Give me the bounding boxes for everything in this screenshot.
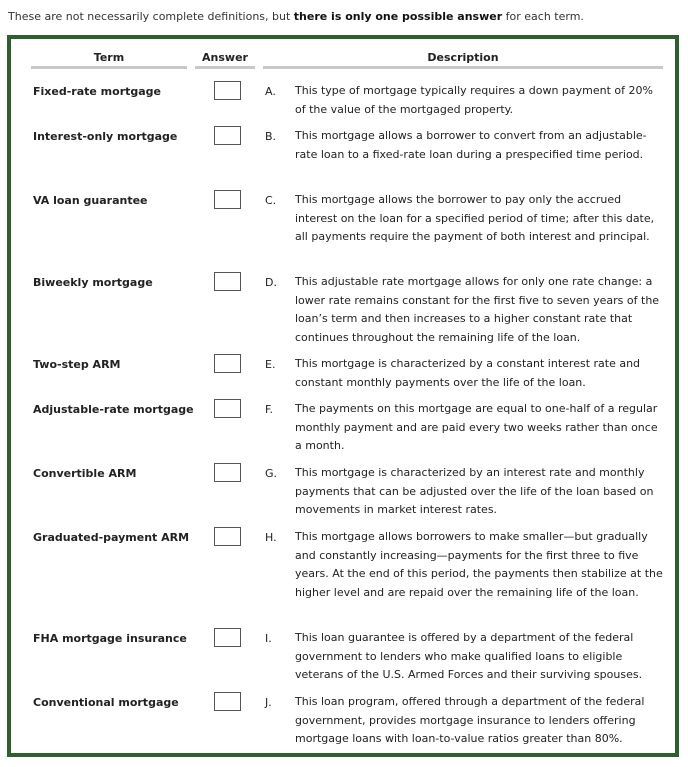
instructions — [8, 10, 680, 24]
description-text: This mortgage allows a borrower to convert from an adjustable-rate loan to a fixed-rate loan during a prespecified time period. — [295, 129, 647, 161]
description-letter: C. — [265, 194, 277, 207]
term-label: FHA mortgage insurance — [33, 632, 187, 645]
description-text: This mortgage is characterized by an interest rate and monthly payments that can be adjusted over the life of the loan based on movements in market interest rates. — [295, 466, 654, 517]
term-label: Interest-only mortgage — [33, 130, 178, 143]
table-row — [11, 181, 675, 263]
term-label: Graduated-payment ARM — [33, 531, 190, 544]
matching-table — [7, 35, 679, 757]
table-row — [11, 72, 675, 117]
description-text: This mortgage allows borrowers to make smaller—but gradually and constantly increasing—payments for the first three to five years. At the end of this period, the payments then stabilize at the higher level and are repaid over the remaining life of the loan. — [295, 530, 663, 599]
description-letter: I. — [265, 632, 272, 645]
description-letter: D. — [265, 276, 277, 289]
answer-input[interactable] — [214, 354, 241, 373]
header-term: Term — [93, 51, 125, 64]
term-label: Biweekly mortgage — [33, 276, 153, 289]
term-label: Fixed-rate mortgage — [33, 85, 162, 98]
description-text: This loan guarantee is offered by a department of the federal government to lenders who make qualified loans to eligible veterans of the U.S. Armed Forces and their surviving spouses. — [295, 631, 643, 682]
table-row — [11, 619, 675, 683]
term-label: Conventional mortgage — [33, 696, 179, 709]
table-row — [11, 117, 675, 181]
description-letter: H. — [265, 531, 277, 544]
description-letter: A. — [265, 85, 276, 98]
description-text: This mortgage allows the borrower to pay only the accrued interest on the loan for a specified period of time; after this date, all payments require the payment of both interest and principal. — [295, 193, 655, 244]
answer-input[interactable] — [214, 81, 241, 100]
answer-input[interactable] — [214, 692, 241, 711]
description-text: The payments on this mortgage are equal to one-half of a regular monthly payment and are paid every two weeks rather than once a month. — [295, 402, 658, 453]
description-text: This adjustable rate mortgage allows for only one rate change: a lower rate remains constant for the first five to seven years of the loan’s term and then increases to a higher constant rate that continues throughout the remaining life of the loan. — [295, 275, 660, 344]
instructions-text-end: for each term. — [502, 10, 584, 23]
header-divider — [263, 66, 663, 69]
answer-input[interactable] — [214, 190, 241, 209]
table-row — [11, 518, 675, 619]
header-divider — [31, 66, 187, 69]
answer-input[interactable] — [214, 527, 241, 546]
description-letter: G. — [265, 467, 278, 480]
description-letter: J. — [265, 696, 272, 709]
table-row — [11, 683, 675, 747]
answer-input[interactable] — [214, 126, 241, 145]
description-text: This type of mortgage typically requires a down payment of 20% of the value of the mortgaged property. — [295, 84, 653, 116]
answer-input[interactable] — [214, 399, 241, 418]
term-label: Convertible ARM — [33, 467, 137, 480]
description-text: This mortgage is characterized by a constant interest rate and constant monthly payments over the life of the loan. — [295, 357, 641, 389]
instructions-emphasis: there is only one possible answer — [293, 10, 503, 23]
term-label: VA loan guarantee — [33, 194, 148, 207]
table-row — [11, 390, 675, 454]
description-letter: F. — [265, 403, 274, 416]
table-body — [11, 72, 675, 747]
description-letter: E. — [265, 358, 276, 371]
term-label: Two-step ARM — [33, 358, 121, 371]
table-row — [11, 263, 675, 345]
term-label: Adjustable-rate mortgage — [33, 403, 194, 416]
description-text: This loan program, offered through a department of the federal government, provides mortgage insurance to lenders offering mortgage loans with loan-to-value ratios greater than 80%. — [295, 695, 645, 746]
answer-input[interactable] — [214, 463, 241, 482]
header-divider — [195, 66, 255, 69]
instructions-text: These are not necessarily complete definitions, but — [8, 10, 294, 23]
header-description: Description — [427, 51, 499, 64]
table-row — [11, 454, 675, 518]
answer-input[interactable] — [214, 272, 241, 291]
header-answer: Answer — [202, 51, 248, 64]
answer-input[interactable] — [214, 628, 241, 647]
description-letter: B. — [265, 130, 277, 143]
table-row — [11, 345, 675, 390]
